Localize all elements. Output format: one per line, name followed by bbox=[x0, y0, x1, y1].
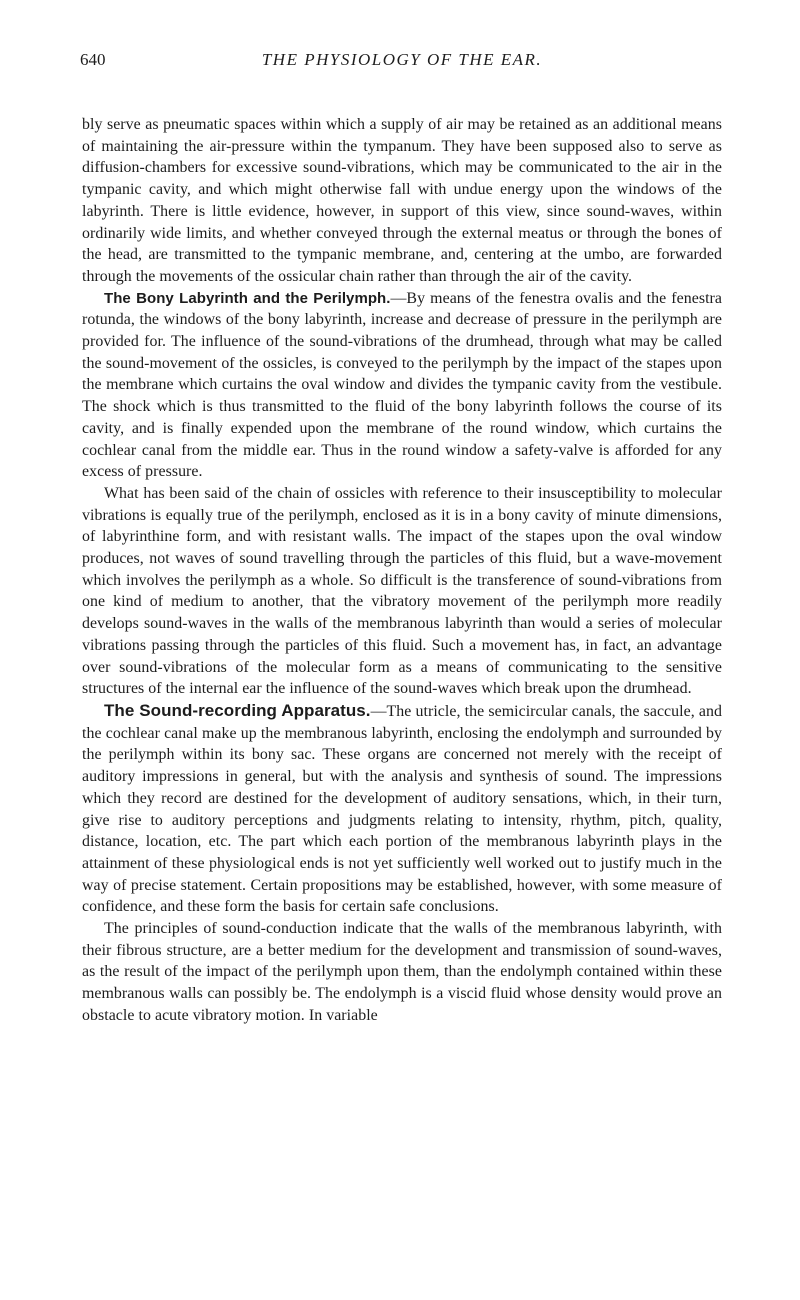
paragraph-ossicles-perilymph bbox=[82, 483, 722, 700]
paragraph-text: —By means of the fenestra ovalis and the fenestra rotunda, the windows of the bony labyrinth, increase and decrease of pressure in the perilymph are provided for. The influence of the sound-vibrations of the drumhead, through what may be called the sound-movement of the ossicles, is conveyed to the perilymph by the impact of the stapes upon the membrane which curtains the oval window and divides the tympanic cavity from the vestibule. The shock which is thus transmitted to the fluid of the bony labyrinth follows the course of its cavity, and is finally expended upon the membrane of the round window, which curtains the cochlear canal from the middle ear. Thus in the round window a safety-valve is afforded for any excess of pressure. bbox=[82, 289, 722, 481]
paragraph-sound-recording bbox=[82, 700, 722, 918]
section-heading-sound-recording: The Sound-recording Apparatus. bbox=[104, 700, 371, 720]
paragraph-pneumatic-spaces bbox=[82, 114, 722, 288]
book-page bbox=[82, 50, 722, 1027]
paragraph-text: The principles of sound-conduction indicate that the walls of the membranous labyrinth, with their fibrous structure, are a better medium for the development and transmission of sound-waves, as the result of the impact of the perilymph upon them, than the endolymph contained within these membranous walls can possibly be. The endolymph is a viscid fluid whose density would prove an obstacle to acute vibratory motion. In variable bbox=[82, 920, 722, 1024]
paragraph-text: What has been said of the chain of ossicles with reference to their insusceptibility to molecular vibrations is equally true of the perilymph, enclosed as it is in a bony cavity of minute dimensions, of labyrinthine form, and with resistant walls. The impact of the stapes upon the oval window produces, not waves of sound travelling through the particles of this fluid, but a wave-movement which involves the perilymph as a whole. So difficult is the transference of sound-vibrations from one kind of medium to another, that the vibratory movement of the perilymph more readily develops sound-waves in the walls of the membranous labyrinth than would a series of molecular vibrations passing through the particles of this fluid. Such a movement has, in fact, an advantage over sound-vibrations of the molecular form as a means of communicating to the sensitive structures of the internal ear the influence of the sound-waves which break upon the drumhead. bbox=[82, 484, 722, 698]
paragraph-sound-conduction bbox=[82, 918, 722, 1027]
paragraph-text: —The utricle, the semicircular canals, the saccule, and the cochlear canal make up the membranous labyrinth, enclosing the endolymph and surrounded by the perilymph within its bony sac. These organs are concerned not merely with the receipt of auditory impressions in general, but with the analysis and synthesis of sound. The impressions which they record are destined for the development of auditory sensations, which, in their turn, give rise to auditory perceptions and judgments relating to intensity, rhythm, pitch, quality, distance, location, etc. The part which each portion of the membranous labyrinth plays in the attainment of these physiological ends is not yet sufficiently well worked out to justify much in the way of precise statement. Certain propositions may be established, however, with some measure of confidence, and these form the basis for certain safe conclusions. bbox=[82, 702, 722, 916]
page-number: 640 bbox=[80, 50, 106, 69]
paragraph-bony-labyrinth bbox=[82, 288, 722, 483]
running-title: THE PHYSIOLOGY OF THE EAR. bbox=[261, 50, 543, 69]
running-head bbox=[82, 50, 722, 76]
paragraph-text: bly serve as pneumatic spaces within which a supply of air may be retained as an additional means of maintaining the air-pressure within the tympanum. They have been supposed also to serve as diffusion-chambers for excessive sound-vibrations, which may be communicated to the air in the tympanic cavity, and which might otherwise fall with undue energy upon the windows of the labyrinth. There is little evidence, however, in support of this view, since sound-waves, within ordinarily wide limits, and whether conveyed through the external meatus or through the bones of the head, are transmitted to the tympanic membrane, and, centering at the umbo, are forwarded through the movements of the ossicular chain rather than through the air of the cavity. bbox=[82, 116, 722, 285]
body-text bbox=[82, 114, 722, 1027]
section-heading-bony-labyrinth: The Bony Labyrinth and the Perilymph. bbox=[104, 289, 391, 307]
